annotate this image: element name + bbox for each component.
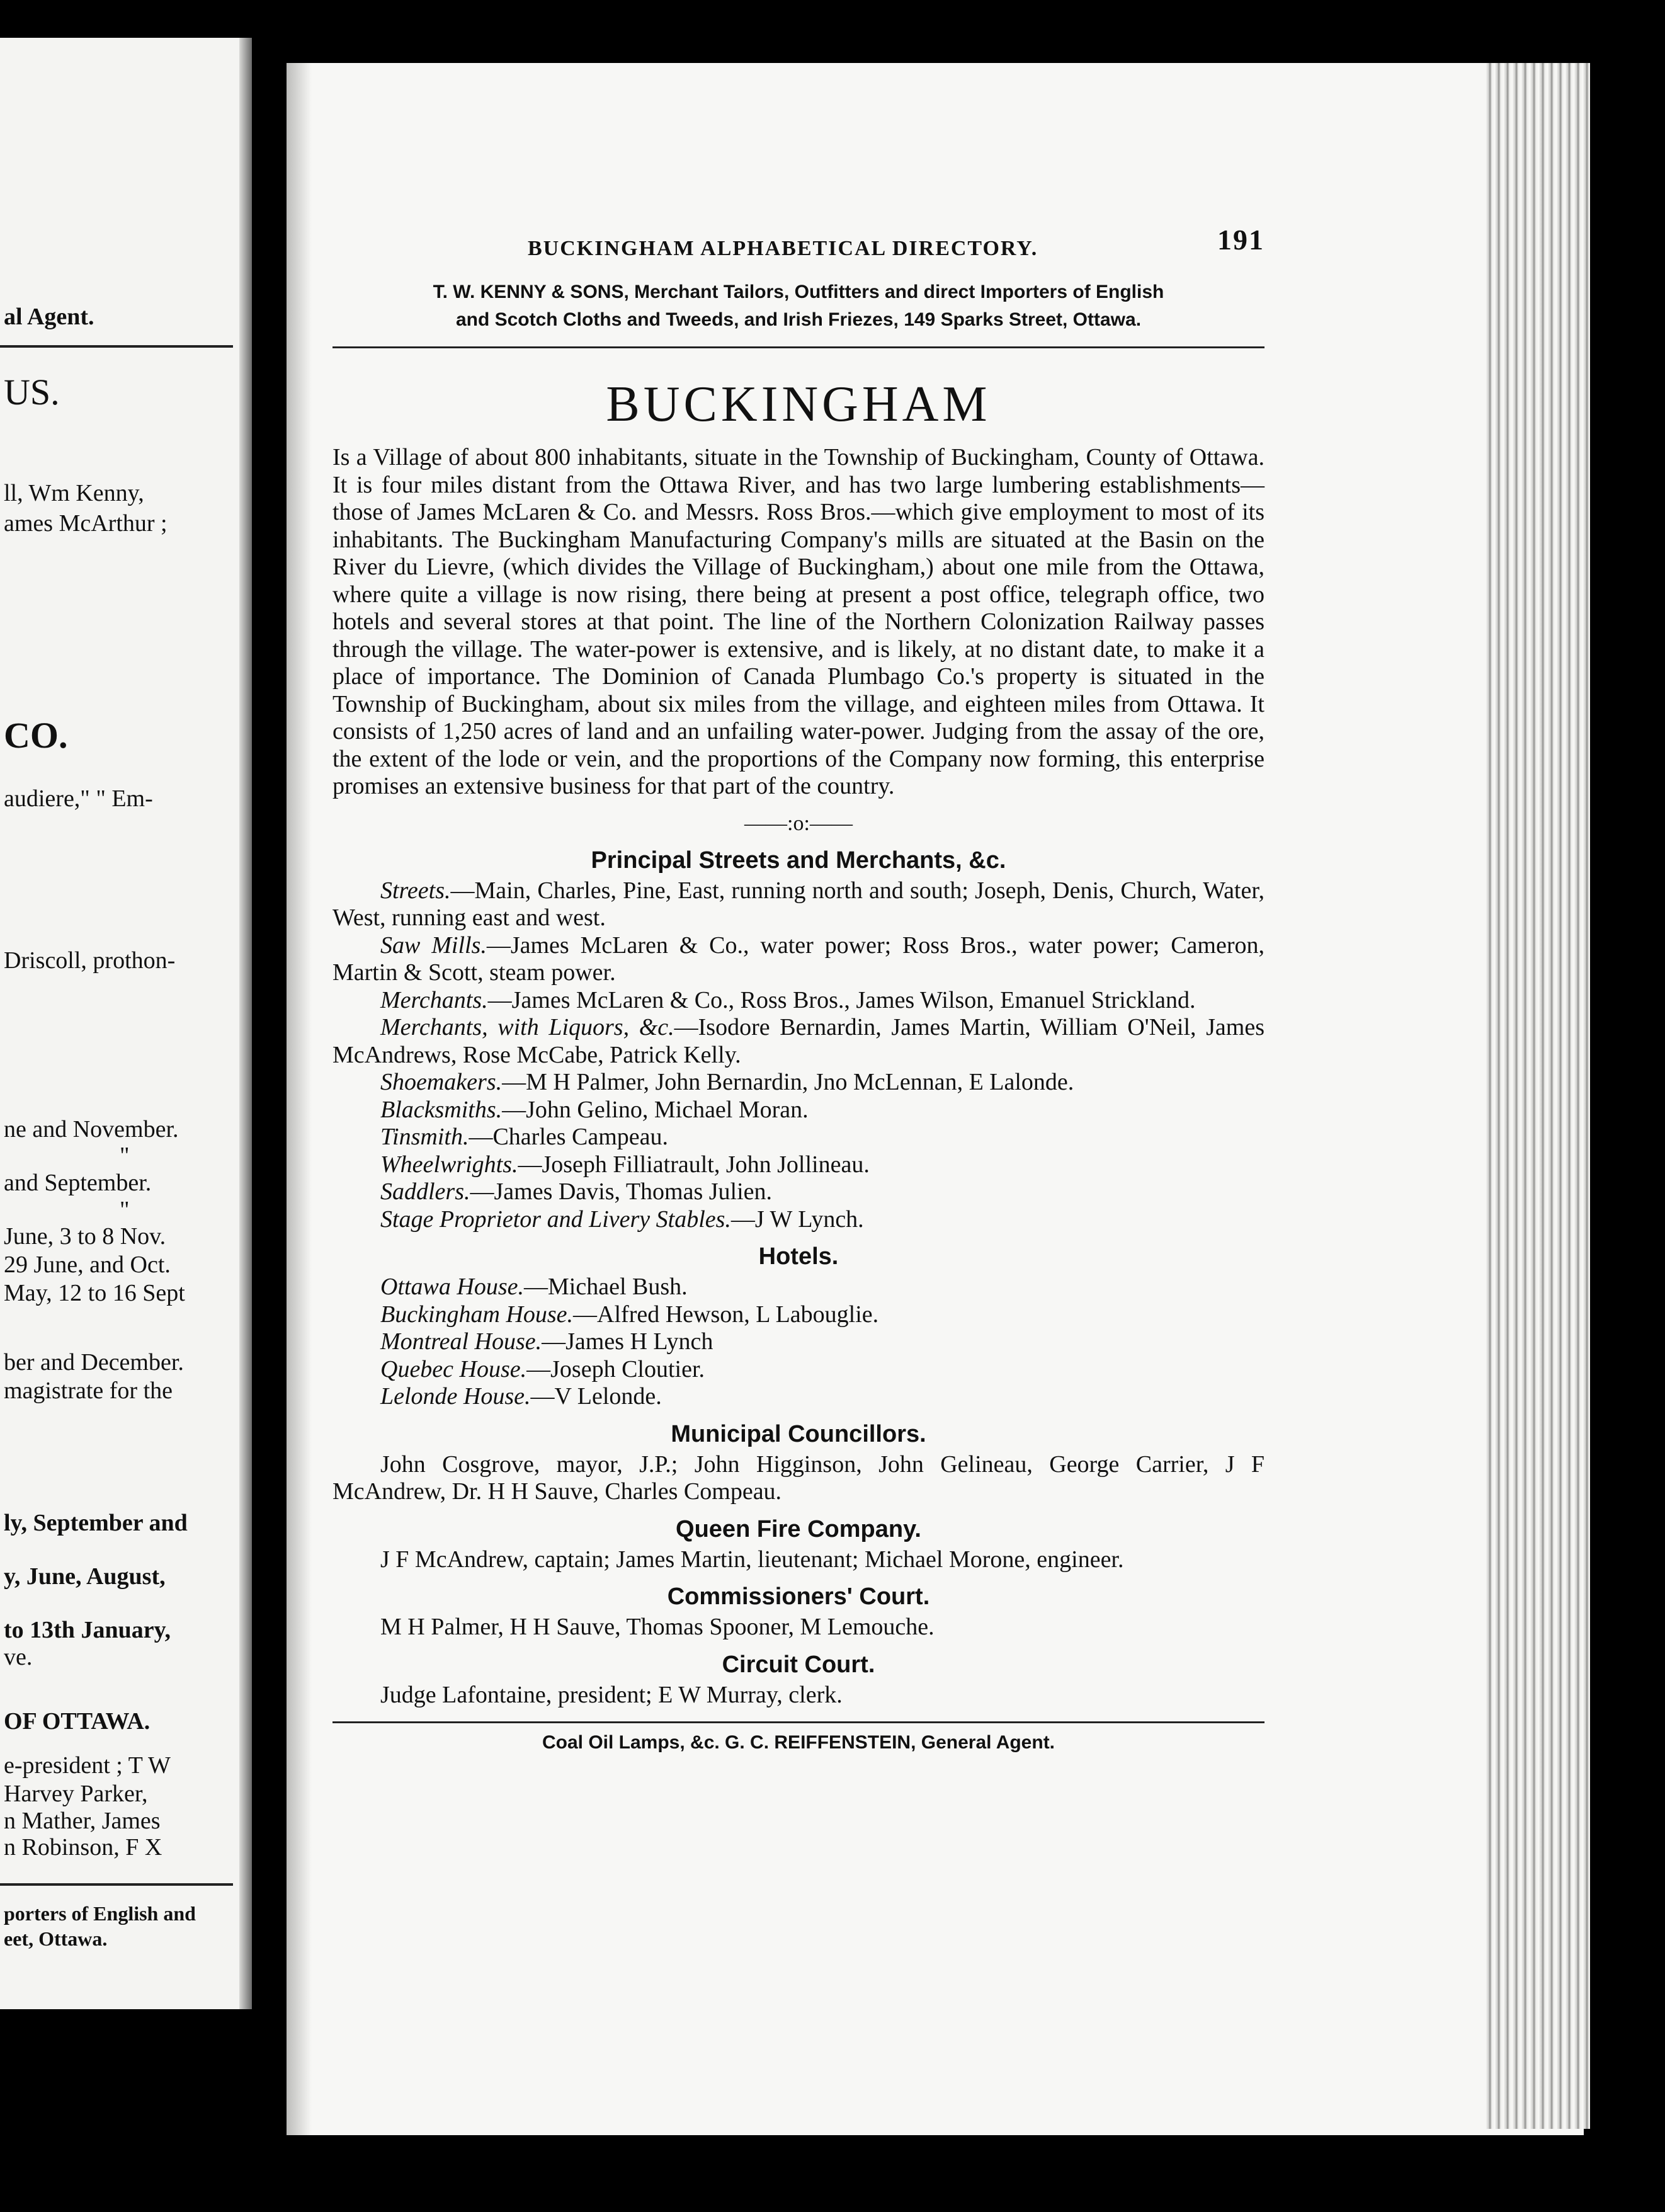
left-page-fragment: [0, 38, 252, 2009]
left-line: ve.: [4, 1644, 33, 1670]
entry-text: —Isodore Bernardin, James Martin, William O'Neil, James McAndrews, Rose McCabe, Patrick Kelly.: [332, 1014, 1265, 1068]
directory-entry: [332, 932, 1264, 987]
entry-label: Streets.: [380, 877, 451, 904]
bottom-advertisement: Coal Oil Lamps, &c. G. C. REIFFENSTEIN, General Agent.: [332, 1721, 1264, 1756]
directory-entry: [332, 877, 1264, 932]
left-line: ll, Wm Kenny,: [4, 480, 144, 506]
section-heading-hotels: Hotels.: [758, 1243, 839, 1270]
left-line: to 13th January,: [4, 1617, 171, 1643]
left-line: porters of English and: [4, 1902, 196, 1925]
page-shadow: [287, 63, 312, 2135]
page-edges: [1486, 63, 1590, 2129]
directory-entry: [332, 1069, 1264, 1097]
left-line: n Mather, James: [4, 1808, 161, 1834]
section-separator: ——:o:——: [744, 811, 853, 835]
entry-label: Ottawa House.: [380, 1274, 524, 1300]
entry-label: Lelonde House.: [380, 1383, 531, 1410]
entry-text: —Alfred Hewson, L Labouglie.: [573, 1301, 879, 1328]
left-rule: [0, 1883, 233, 1886]
entry-text: —Joseph Cloutier.: [526, 1355, 705, 1382]
section-heading-circuit: Circuit Court.: [722, 1651, 875, 1678]
entry-text: —John Gelino, Michael Moran.: [502, 1096, 809, 1123]
entry-label: Saddlers.: [380, 1178, 470, 1205]
hotel-entry: [332, 1274, 1264, 1301]
left-line: Harvey Parker,: [4, 1781, 148, 1807]
left-line: ": [120, 1143, 130, 1169]
page-content: [332, 224, 1265, 1756]
top-ad-line: T. W. KENNY & SONS, Merchant Tailors, Outfitters and direct Importers of English: [433, 282, 1164, 302]
section-heading-principal: Principal Streets and Merchants, &c.: [591, 847, 1006, 874]
directory-entry: [332, 987, 1264, 1015]
entry-text: —James H Lynch: [542, 1328, 713, 1355]
left-line: n Robinson, F X: [4, 1834, 162, 1861]
entry-text: —James McLaren & Co., water power; Ross Bros., water power; Cameron, Martin & Scott, steam power.: [332, 932, 1264, 986]
left-line: June, 3 to 8 Nov.: [4, 1223, 166, 1250]
hotel-entry: [332, 1328, 1264, 1356]
left-line: OF OTTAWA.: [4, 1708, 151, 1735]
entry-label: Merchants, with Liquors, &c.: [380, 1014, 674, 1040]
section-heading-fire-company: Queen Fire Company.: [676, 1515, 921, 1542]
left-line: audiere," " Em-: [4, 785, 153, 812]
left-rule: [0, 345, 233, 348]
entry-label: Buckingham House.: [380, 1301, 574, 1328]
entry-label: Montreal House.: [380, 1328, 542, 1355]
entry-label: Saw Mills.: [380, 932, 487, 959]
entry-text: —James McLaren & Co., Ross Bros., James Wilson, Emanuel Strickland.: [487, 986, 1196, 1013]
left-line: y, June, August,: [4, 1563, 166, 1590]
entry-label: Shoemakers.: [380, 1069, 503, 1095]
section-heading-commissioners: Commissioners' Court.: [667, 1583, 930, 1610]
fire-company-text: J F McAndrew, captain; James Martin, lieutenant; Michael Morone, engineer.: [380, 1546, 1124, 1573]
left-line: magistrate for the: [4, 1377, 173, 1404]
entry-label: Merchants.: [380, 986, 488, 1013]
hotel-entry: [332, 1301, 1264, 1329]
entry-text: —Michael Bush.: [524, 1274, 688, 1300]
left-line: e-president ; T W: [4, 1752, 171, 1779]
directory-entry: [332, 1124, 1264, 1151]
left-line: ne and November.: [4, 1116, 179, 1143]
entry-text: —M H Palmer, John Bernardin, Jno McLennan, E Lalonde.: [502, 1069, 1074, 1095]
entry-label: Stage Proprietor and Livery Stables.: [380, 1206, 731, 1233]
left-line: 29 June, and Oct.: [4, 1251, 171, 1278]
directory-entry: [332, 1206, 1264, 1234]
left-line: eet, Ottawa.: [4, 1927, 108, 1950]
directory-entry: [332, 1097, 1264, 1124]
entry-label: Blacksmiths.: [380, 1096, 503, 1123]
left-line: ames McArthur ;: [4, 510, 168, 537]
hotel-entry: [332, 1356, 1264, 1384]
page-gutter: [239, 38, 252, 2009]
entry-text: —Main, Charles, Pine, East, running north and south; Joseph, Denis, Church, Water, West, running east and west.: [332, 877, 1264, 931]
page-number: 191: [1217, 224, 1264, 256]
running-head-title: BUCKINGHAM ALPHABETICAL DIRECTORY.: [528, 237, 1038, 260]
entry-text: —James Davis, Thomas Julien.: [470, 1178, 773, 1205]
circuit-court-text: Judge Lafontaine, president; E W Murray, clerk.: [380, 1681, 843, 1708]
page-title: BUCKINGHAM: [606, 377, 991, 432]
commissioners-text: M H Palmer, H H Sauve, Thomas Spooner, M Lemouche.: [380, 1614, 935, 1640]
left-line: al Agent.: [4, 304, 94, 330]
left-line: Driscoll, prothon-: [4, 947, 176, 974]
principal-list: [332, 877, 1264, 1234]
entry-label: Quebec House.: [380, 1355, 527, 1382]
entry-label: Wheelwrights.: [380, 1151, 518, 1178]
entry-text: —J W Lynch.: [730, 1206, 864, 1233]
councillors-text: John Cosgrove, mayor, J.P.; John Higginson, John Gelineau, George Carrier, J F McAndrew, Dr. H H Sauve, Charles Compeau.: [332, 1451, 1264, 1505]
directory-entry: [332, 1014, 1264, 1069]
running-head: [332, 224, 1264, 265]
left-line: CO.: [4, 715, 68, 756]
entry-label: Tinsmith.: [380, 1124, 469, 1150]
section-heading-councillors: Municipal Councillors.: [671, 1420, 926, 1447]
top-ad-line: and Scotch Cloths and Tweeds, and Irish Friezes, 149 Sparks Street, Ottawa.: [455, 309, 1142, 330]
left-line: US.: [4, 372, 60, 413]
entry-text: —Joseph Filliatrault, John Jollineau.: [518, 1151, 870, 1178]
left-line: ber and December.: [4, 1349, 184, 1376]
directory-entry: [332, 1151, 1264, 1179]
directory-entry: [332, 1178, 1264, 1206]
hotels-list: [332, 1274, 1264, 1411]
hotel-entry: [332, 1383, 1264, 1411]
entry-text: —Charles Campeau.: [469, 1124, 669, 1150]
top-advertisement: [332, 278, 1264, 348]
left-line: ": [120, 1197, 130, 1223]
left-line: May, 12 to 16 Sept: [4, 1280, 185, 1306]
intro-paragraph: Is a Village of about 800 inhabitants, situate in the Township of Buckingham, County of Ottawa. It is four miles distant from the Ottawa River, and has two large lumbering establishments—those of James McLaren & Co. and Messrs. Ross Bros.—which give employment to most of its inhabitants. The Buckingham Manufacturing Company's mills are situated at the Basin on the River du Lievre, (which divides the Village of Buckingham,) about one mile from the Ottawa, where quite a village is now rising, there being at present a post office, telegraph office, two hotels and several stores at that point. The line of the Northern Colonization Railway passes through the village. The water-power is extensive, and is likely, at no distant date, to make it a place of importance. The Dominion of Canada Plumbago Co.'s property is situated in the Township of Buckingham, about six miles from the village, and eighteen miles from Ottawa. It consists of 1,250 acres of land and an unfailing water-power. Judging from the assay of the ore, the extent of the lode or vein, and the proportions of the Company now forming, this enterprise promises an extensive business for that part of the country.: [332, 444, 1264, 799]
left-line: ly, September and: [4, 1510, 188, 1536]
left-line: and September.: [4, 1170, 152, 1196]
entry-text: —V Lelonde.: [530, 1383, 662, 1410]
